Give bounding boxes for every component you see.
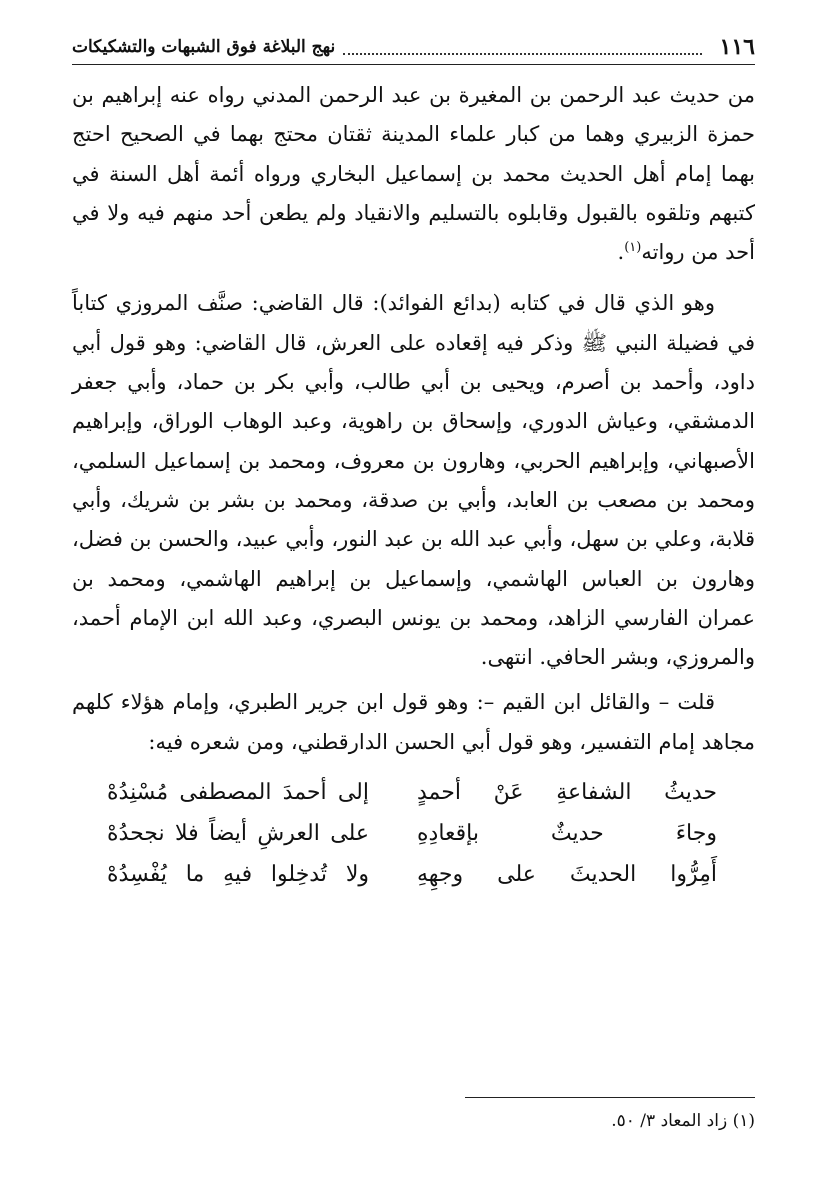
- poem-verse: [72, 854, 717, 895]
- poem: [72, 772, 755, 895]
- running-title: نهج البلاغة فوق الشبهات والتشكيكات: [72, 37, 336, 57]
- paragraph-1-text: من حديث عبد الرحمن بن المغيرة بن عبد الرحمن المدني رواه عنه إبراهيم بن حمزة الزبيري وهما من كبار علماء المدينة ثقتان محتج بهما في الصحيح احتج بهما إمام أهل الحديث محمد بن إسماعيل البخاري ورواه أئمة أهل السنة في كتبهم وتلقوه بالقبول وقابلوه بالتسليم والانقياد ولم يطعن أحد منهم فيه ولا في أحد من رواته: [72, 83, 755, 265]
- page-body: [72, 76, 755, 895]
- paragraph-3: قلت – والقائل ابن القيم –: وهو قول ابن جرير الطبري، وإمام هؤلاء كلهم مجاهد إمام التفسير، وهو قول أبي الحسن الدارقطني، ومن شعره فيه:: [72, 690, 755, 754]
- paragraph-2: وهو الذي قال في كتابه (بدائع الفوائد): قال القاضي: صنَّف المروزي كتاباً في فضيلة النبي ﷺ وذكر فيه إقعاده على العرش، قال القاضي: وهو قول أبي داود، وأحمد بن أصرم، ويحيى بن أبي طالب، وأبي بكر بن حماد، وأبي جعفر الدمشقي، وعياش الدوري، وإسحاق بن راهوية، وعبد الوهاب الوراق، وإبراهيم الأصبهاني، وإبراهيم الحربي، وهارون بن معروف، ومحمد بن إسماعيل السلمي، ومحمد بن مصعب بن العابد، وأبي بن صدقة، ومحمد بن بشر بن شريك، وأبي قلابة، وعلي بن سهل، وأبي عبد الله بن عبد النور، وأبي عبيد، والحسن بن فضل، وهارون بن العباس الهاشمي، وإسماعيل بن إبراهيم الهاشمي، ومحمد بن عمران الفارسي الزاهد، ومحمد بن يونس البصري، وعبد الله ابن الإمام أحمد، والمروزي، وبشر الحافي. انتهى.: [72, 291, 755, 670]
- verse-first-hemistich: أَمِرُّوا الحديثَ على وجهِهِ: [417, 861, 717, 887]
- verse-second-hemistich: ولا تُدخِلوا فيهِ ما يُفْسِدُهْ: [107, 861, 369, 887]
- verse-first-hemistich: حديثُ الشفاعةِ عَنْ أحمدٍ: [417, 779, 717, 805]
- paragraph-1-end: .: [617, 240, 625, 265]
- verse-first-hemistich: وجاءَ حديثٌ بإقعادِهِ: [417, 820, 717, 846]
- verse-second-hemistich: إلى أحمدَ المصطفى مُسْنِدُهْ: [107, 779, 369, 805]
- poem-verse: [72, 813, 717, 854]
- footnote: (١) زاد المعاد ٣/ ٥٠.: [611, 1111, 755, 1131]
- footnote-reference: (١): [624, 240, 642, 256]
- header-leader-dots: [343, 39, 701, 55]
- page-header: [72, 30, 755, 65]
- poem-verse: [72, 772, 717, 813]
- paragraph-1: [72, 76, 755, 272]
- footnote-separator: [465, 1097, 755, 1098]
- page-number: ١١٦: [719, 34, 755, 60]
- verse-second-hemistich: على العرشِ أيضاً فلا نجحدُهْ: [107, 820, 369, 846]
